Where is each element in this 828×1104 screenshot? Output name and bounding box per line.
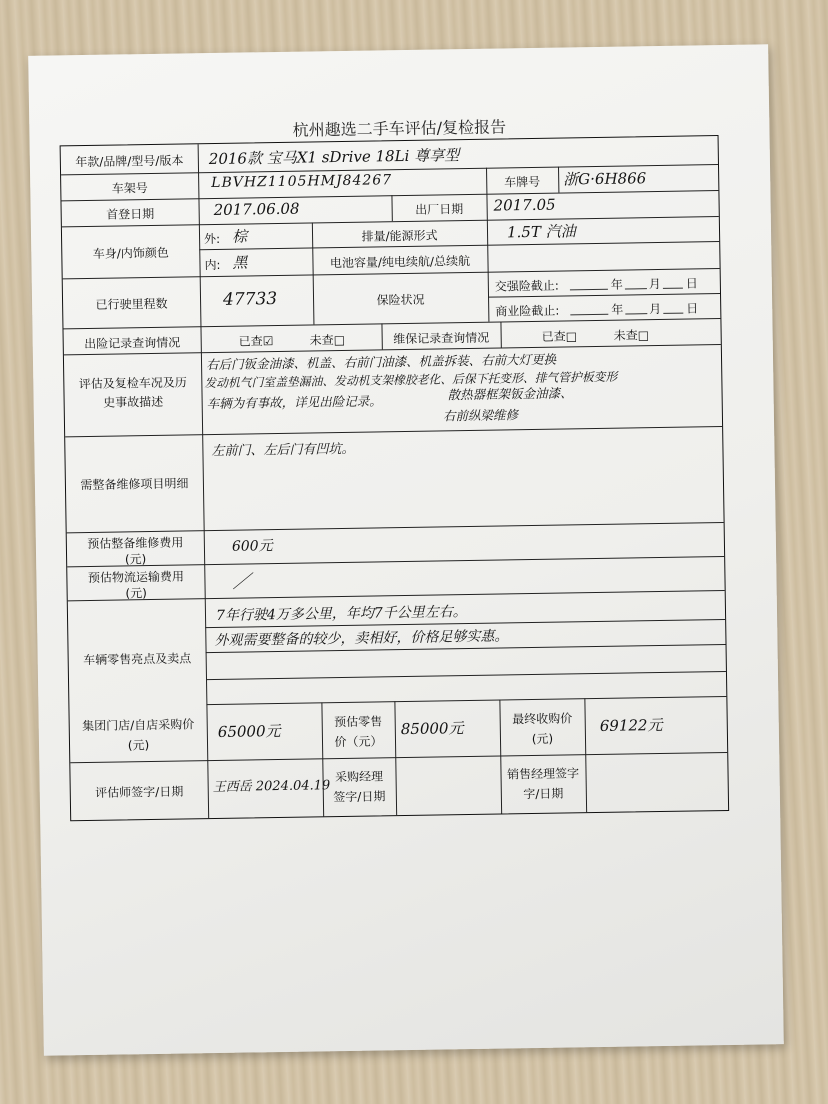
month-label: 月: [649, 301, 662, 317]
blank-line: [625, 313, 647, 314]
model-value: 2016款 宝马X1 sDrive 18Li 尊享型: [208, 146, 460, 169]
maint-checked-option[interactable]: 已查□: [541, 329, 578, 344]
grid-line: [70, 752, 727, 763]
report-paper: [28, 44, 784, 1056]
factory-date-label: 出厂日期: [415, 202, 464, 217]
month-label: 月: [648, 276, 661, 292]
grid-line: [65, 426, 722, 437]
first-reg-value: 2017.06.08: [213, 199, 300, 219]
displacement-value: 1.5T 汽油: [506, 222, 576, 242]
day-label: 日: [686, 301, 699, 316]
logistics-label-line1: 预估物流运输费用: [87, 569, 184, 585]
buyer-sign-label-line1: 采购经理: [334, 769, 384, 785]
inspection-form: [60, 135, 730, 821]
first-reg-label: 首登日期: [106, 206, 155, 222]
blank-line: [663, 313, 683, 314]
maintenance-record-label: 维保记录查询情况: [393, 330, 490, 347]
mileage-value: 47733: [222, 288, 278, 310]
evaluation-label-line1: 评估及复检车况及历: [78, 375, 187, 392]
maint-unchecked-option[interactable]: 未查□: [613, 328, 650, 343]
blank-line: [663, 288, 683, 289]
interior-label: 内:: [204, 257, 221, 273]
evaluation-text-line: 车辆为有事故，详见出险记录。: [206, 393, 382, 412]
purchase-price-label-line2: (元): [127, 738, 150, 753]
repair-cost-label-line2: (元): [124, 552, 147, 567]
grid-line: [206, 671, 726, 680]
purchase-price-value: 65000元: [217, 721, 281, 741]
year-label: 年: [611, 302, 624, 317]
evaluation-extra-line: 右前纵梁维修: [442, 407, 519, 424]
grid-line: [206, 696, 726, 705]
compulsory-insurance-label: 交强险截止:: [494, 278, 560, 294]
report-title: 杭州趣选二手车评估/复检报告: [292, 117, 507, 140]
sales-sign-label-line1: 销售经理签字: [506, 766, 580, 782]
grid-line: [67, 522, 724, 533]
final-price-label-line2: (元): [531, 731, 554, 747]
buyer-sign-label-line2: 签字/日期: [333, 789, 386, 805]
repair-cost-label-line1: 预估整备维修费用: [87, 535, 184, 552]
day-label: 日: [685, 276, 698, 291]
commercial-insurance-label: 商业险截止:: [495, 303, 560, 319]
evaluation-label-line2: 史事故描述: [103, 394, 164, 410]
retail-price-label-line2: 价（元）: [334, 734, 383, 750]
sales-sign-label-line2: 字/日期: [523, 786, 564, 802]
battery-label: 电池容量/纯电续航/总续航: [329, 253, 471, 271]
plate-value: 浙G·6H866: [563, 169, 647, 189]
retail-price-value: 85000元: [400, 719, 464, 739]
logistics-label-line2: (元): [125, 586, 147, 601]
factory-date-value: 2017.05: [493, 195, 556, 215]
blank-line: [570, 289, 608, 291]
appraiser-sign-label: 评估师签字/日期: [95, 784, 184, 800]
evaluation-text-line: 右后门钣金油漆、机盖、右前门油漆、机盖拆装、右前大灯更换: [205, 351, 557, 373]
highlights-label: 车辆零售亮点及卖点: [83, 651, 192, 668]
danger-checked-option[interactable]: 已查☑: [238, 334, 274, 349]
vin-label: 车架号: [111, 181, 148, 196]
retail-price-label-line1: 预估零售: [334, 714, 383, 730]
repair-items-label: 需整备维修项目明细: [80, 476, 189, 493]
repair-cost-value: 600元: [231, 538, 273, 555]
model-label: 年款/品牌/型号/版本: [75, 153, 184, 170]
final-price-label-line1: 最终收购价: [512, 711, 573, 727]
displacement-label: 排量/能源形式: [361, 228, 438, 244]
danger-record-label: 出险记录查询情况: [84, 335, 181, 352]
blank-line: [625, 288, 647, 289]
evaluation-text-line: 发动机气门室盖垫漏油、发动机支架橡胶老化、后保下托变形、排气管护板变形: [204, 369, 618, 391]
blank-line: [570, 314, 608, 316]
exterior-label: 外:: [203, 231, 221, 247]
exterior-color-value: 棕: [231, 227, 248, 246]
insurance-label: 保险状况: [376, 292, 425, 308]
evaluation-extra-line: 散热器框架钣金油漆、: [447, 385, 573, 403]
logistics-value: ／: [232, 571, 251, 593]
plate-label: 车牌号: [504, 174, 541, 190]
mileage-label: 已行驶里程数: [95, 296, 168, 312]
purchase-price-label-line1: 集团门店/自店采购价: [82, 717, 195, 734]
highlights-line2: 外观需要整备的较少，卖相好，价格足够实惠。: [214, 628, 509, 650]
interior-color-value: 黑: [232, 253, 248, 272]
vin-value: LBVHZ1105HMJ84267: [211, 172, 393, 192]
year-label: 年: [610, 277, 623, 292]
danger-unchecked-option[interactable]: 未查□: [309, 332, 346, 348]
final-price-value: 69122元: [599, 715, 663, 735]
body-color-label: 车身/内饰颜色: [92, 245, 169, 261]
repair-items-value: 左前门、左后门有凹坑。: [211, 441, 355, 460]
appraiser-signature: 王西岳 2024.04.19: [212, 778, 331, 796]
highlights-line1: 7年行驶4万多公里，年均7千公里左右。: [215, 604, 467, 624]
